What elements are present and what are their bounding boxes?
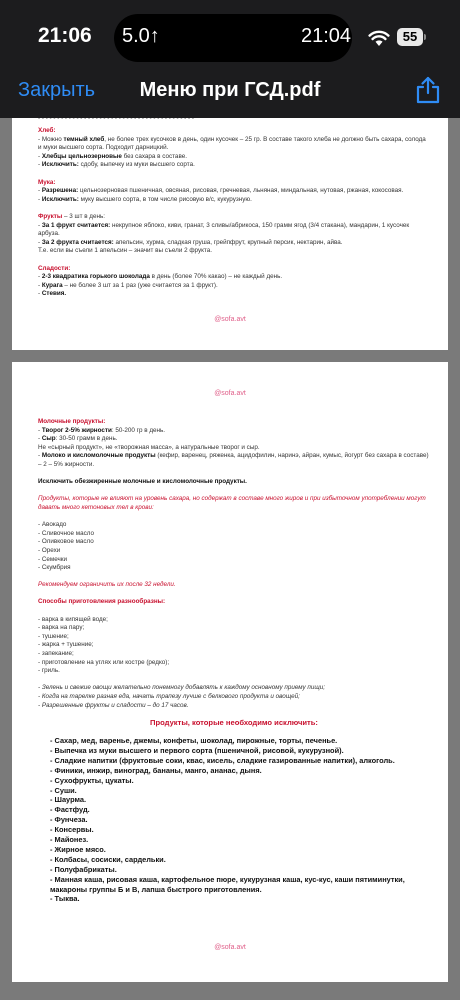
dairy-line-3: Не «сырный продукт», не «творожная масса», а натуральные творог и сыр. xyxy=(38,443,260,451)
tip-item: - Зелень и свежие овощи желательно понемногу добавлять к каждому основному приему пищи; xyxy=(38,684,325,692)
sweets-heading: Сладости: xyxy=(38,264,71,272)
pip-speed-indicator: 5.0↑ xyxy=(122,25,160,47)
exclude-item: - Колбасы, сосиски, сардельки. xyxy=(50,854,166,864)
fats-item: - Орехи xyxy=(38,546,61,554)
watermark: @sofa.avt xyxy=(214,944,246,951)
fats-note: Продукты, которые не влияют на уровень сахара, но содержат в составе много жиров и при избыточном употреблении могут давать много кетоновых тел в крови: xyxy=(38,495,426,511)
exclude-heading: Продукты, которые необходимо исключить: xyxy=(150,717,318,727)
cooking-item: - запекание; xyxy=(38,650,74,658)
status-bar xyxy=(0,0,460,66)
cooking-item: - приготовление на углях или костре (редко); xyxy=(38,658,170,666)
exclude-item: - Тыква. xyxy=(50,894,80,904)
fats-item: - Семечки xyxy=(38,555,68,563)
tip-item: - Разрешенные фрукты и сладости – до 17 часов. xyxy=(38,701,189,709)
page2-content xyxy=(38,418,430,904)
status-time: 21:06 xyxy=(38,24,92,47)
exclude-item: - Фастфуд. xyxy=(50,805,90,815)
watermark: @sofa.avt xyxy=(214,316,246,323)
tip-item: - Когда на тарелке разная еда, начать трапезу лучше с белкового продукта и овощей; xyxy=(38,693,300,700)
exclude-list xyxy=(38,736,430,904)
watermark: @sofa.avt xyxy=(214,390,246,397)
limit-note: Рекомендуем ограничить их после 32 недели. xyxy=(38,581,176,589)
dairy-line-1: - Творог 2-5% жирности: 50-200 гр в день. xyxy=(38,426,166,434)
battery-tip xyxy=(424,34,426,40)
cooking-item: - гриль. xyxy=(38,667,60,675)
page1-content xyxy=(38,127,430,299)
bread-line-2: - Хлебцы цельнозерновые без сахара в составе. xyxy=(38,152,187,160)
exclude-item: - Полуфабрикаты. xyxy=(50,864,117,874)
dairy-line-2: - Сыр: 30-50 грамм в день. xyxy=(38,435,118,443)
sweets-line-3: - Стевия. xyxy=(38,290,67,298)
bread-line-1: - Можно темный хлеб, не более трех кусочков в день, один кусочек – 25 гр. В составе такого хлеба не должно быть сахара, солода и муки высшего сорта. Подходит дарницкий. xyxy=(38,135,426,152)
sweets-line-2: - Курага – не более 3 шт за 1 раз (уже считается за 1 фрукт). xyxy=(38,281,218,289)
fats-item: - Сливочное масло xyxy=(38,529,94,537)
pip-time: 21:04 xyxy=(301,25,352,47)
fruit-line-2: - За 2 фрукта считается: апельсин, хурма, сладкая груша, грейпфрут, крупный персик, нектарин, айва. xyxy=(38,238,343,246)
cooking-item: - тушение; xyxy=(38,632,69,640)
cooking-heading: Способы приготовления разнообразны: xyxy=(38,598,166,606)
navigation-bar xyxy=(0,66,460,118)
bread-heading: Хлеб: xyxy=(38,127,56,134)
flour-line-1: - Разрешена: цельнозерновая пшеничная, овсяная, рисовая, гречневая, льняная, миндальная, нутовая, ржаная, кокосовая. xyxy=(38,187,404,195)
exclude-item: - Сахар, мед, варенье, джемы, конфеты, шоколад, пирожные, торты, печенье. xyxy=(50,735,338,745)
pdf-page-2[interactable] xyxy=(12,362,448,982)
battery-level: 55 xyxy=(402,29,418,44)
exclude-item: - Манная каша, рисовая каша, картофельное пюре, кукурузная каша, кус-кус, каши пятиминутки, макароны группы Б и В, лапша быстрого приготовления. xyxy=(50,874,405,894)
exclude-item: - Консервы. xyxy=(50,825,94,835)
fruit-heading: Фрукты – 3 шт в день: xyxy=(38,212,105,220)
flour-line-2: - Исключить: муку высшего сорта, в том числе рисовую в/с, кукурузную. xyxy=(38,195,252,203)
exclude-item: - Шаурма. xyxy=(50,795,87,805)
cooking-item: - жарка + тушение; xyxy=(38,641,94,649)
exclude-item: - Сладкие напитки (фруктовые соки, квас, кисель, сладкие газированные напитки), алкоголь. xyxy=(50,755,395,765)
share-icon[interactable] xyxy=(414,75,442,105)
battery-icon xyxy=(397,28,423,46)
cooking-item: - варка на пару; xyxy=(38,624,85,632)
fruit-line-3: Т.е. если вы съели 1 апельсин – значит вы съели 2 фрукта. xyxy=(38,247,212,255)
cut-off-line: - - - - - - - - - - - - - - - - - - - - - - - - - - - - - - - - - - - - - - - - - xyxy=(38,115,194,122)
exclude-item: - Майонез. xyxy=(50,835,89,845)
flour-heading: Мука: xyxy=(38,178,56,186)
exclude-item: - Сухофрукты, цукаты. xyxy=(50,775,134,785)
sweets-line-1: - 2-3 квадратика горького шоколада в день (более 70% какао) – не каждый день. xyxy=(38,273,283,281)
dairy-line-4: - Молоко и кисломолочные продукты (кефир, варенец, ряженка, ацидофилин, наринэ, айран, кумыс, йогурт без сахара в составе) – 2 – 5% жирности. xyxy=(38,452,429,468)
document-title: Меню при ГСД.pdf xyxy=(139,79,321,101)
close-button[interactable]: Закрыть xyxy=(18,79,96,101)
fats-item: - Авокадо xyxy=(38,521,67,529)
exclude-item: - Фунчеза. xyxy=(50,815,88,825)
wifi-icon xyxy=(368,29,390,47)
exclude-item: - Выпечка из муки высшего и первого сорта (пшеничной, рисовой, кукурузной). xyxy=(50,745,344,755)
exclude-lowfat: Исключить обезжиренные молочные и кисломолочные продукты. xyxy=(38,478,247,486)
dairy-heading: Молочные продукты: xyxy=(38,418,106,425)
exclude-item: - Финики, инжир, виноград, бананы, манго, ананас, дыня. xyxy=(50,765,262,775)
fruit-line-1: - За 1 фрукт считается: некрупное яблоко, киви, гранат, 3 сливы/абрикоса, 150 грамм ягод (3/4 стакана), мандарин, 1 кусочек арбуза. xyxy=(38,221,410,238)
exclude-item: - Жирное мясо. xyxy=(50,844,106,854)
bread-line-3: - Исключить: сдобу, выпечку из муки высшего сорта. xyxy=(38,161,195,169)
fats-item: - Оливковое масло xyxy=(38,538,94,546)
exclude-item: - Суши. xyxy=(50,785,77,795)
cooking-item: - варка в кипящей воде; xyxy=(38,615,108,623)
fats-item: - Скумбрия xyxy=(38,564,71,572)
pdf-page-1[interactable] xyxy=(12,115,448,350)
